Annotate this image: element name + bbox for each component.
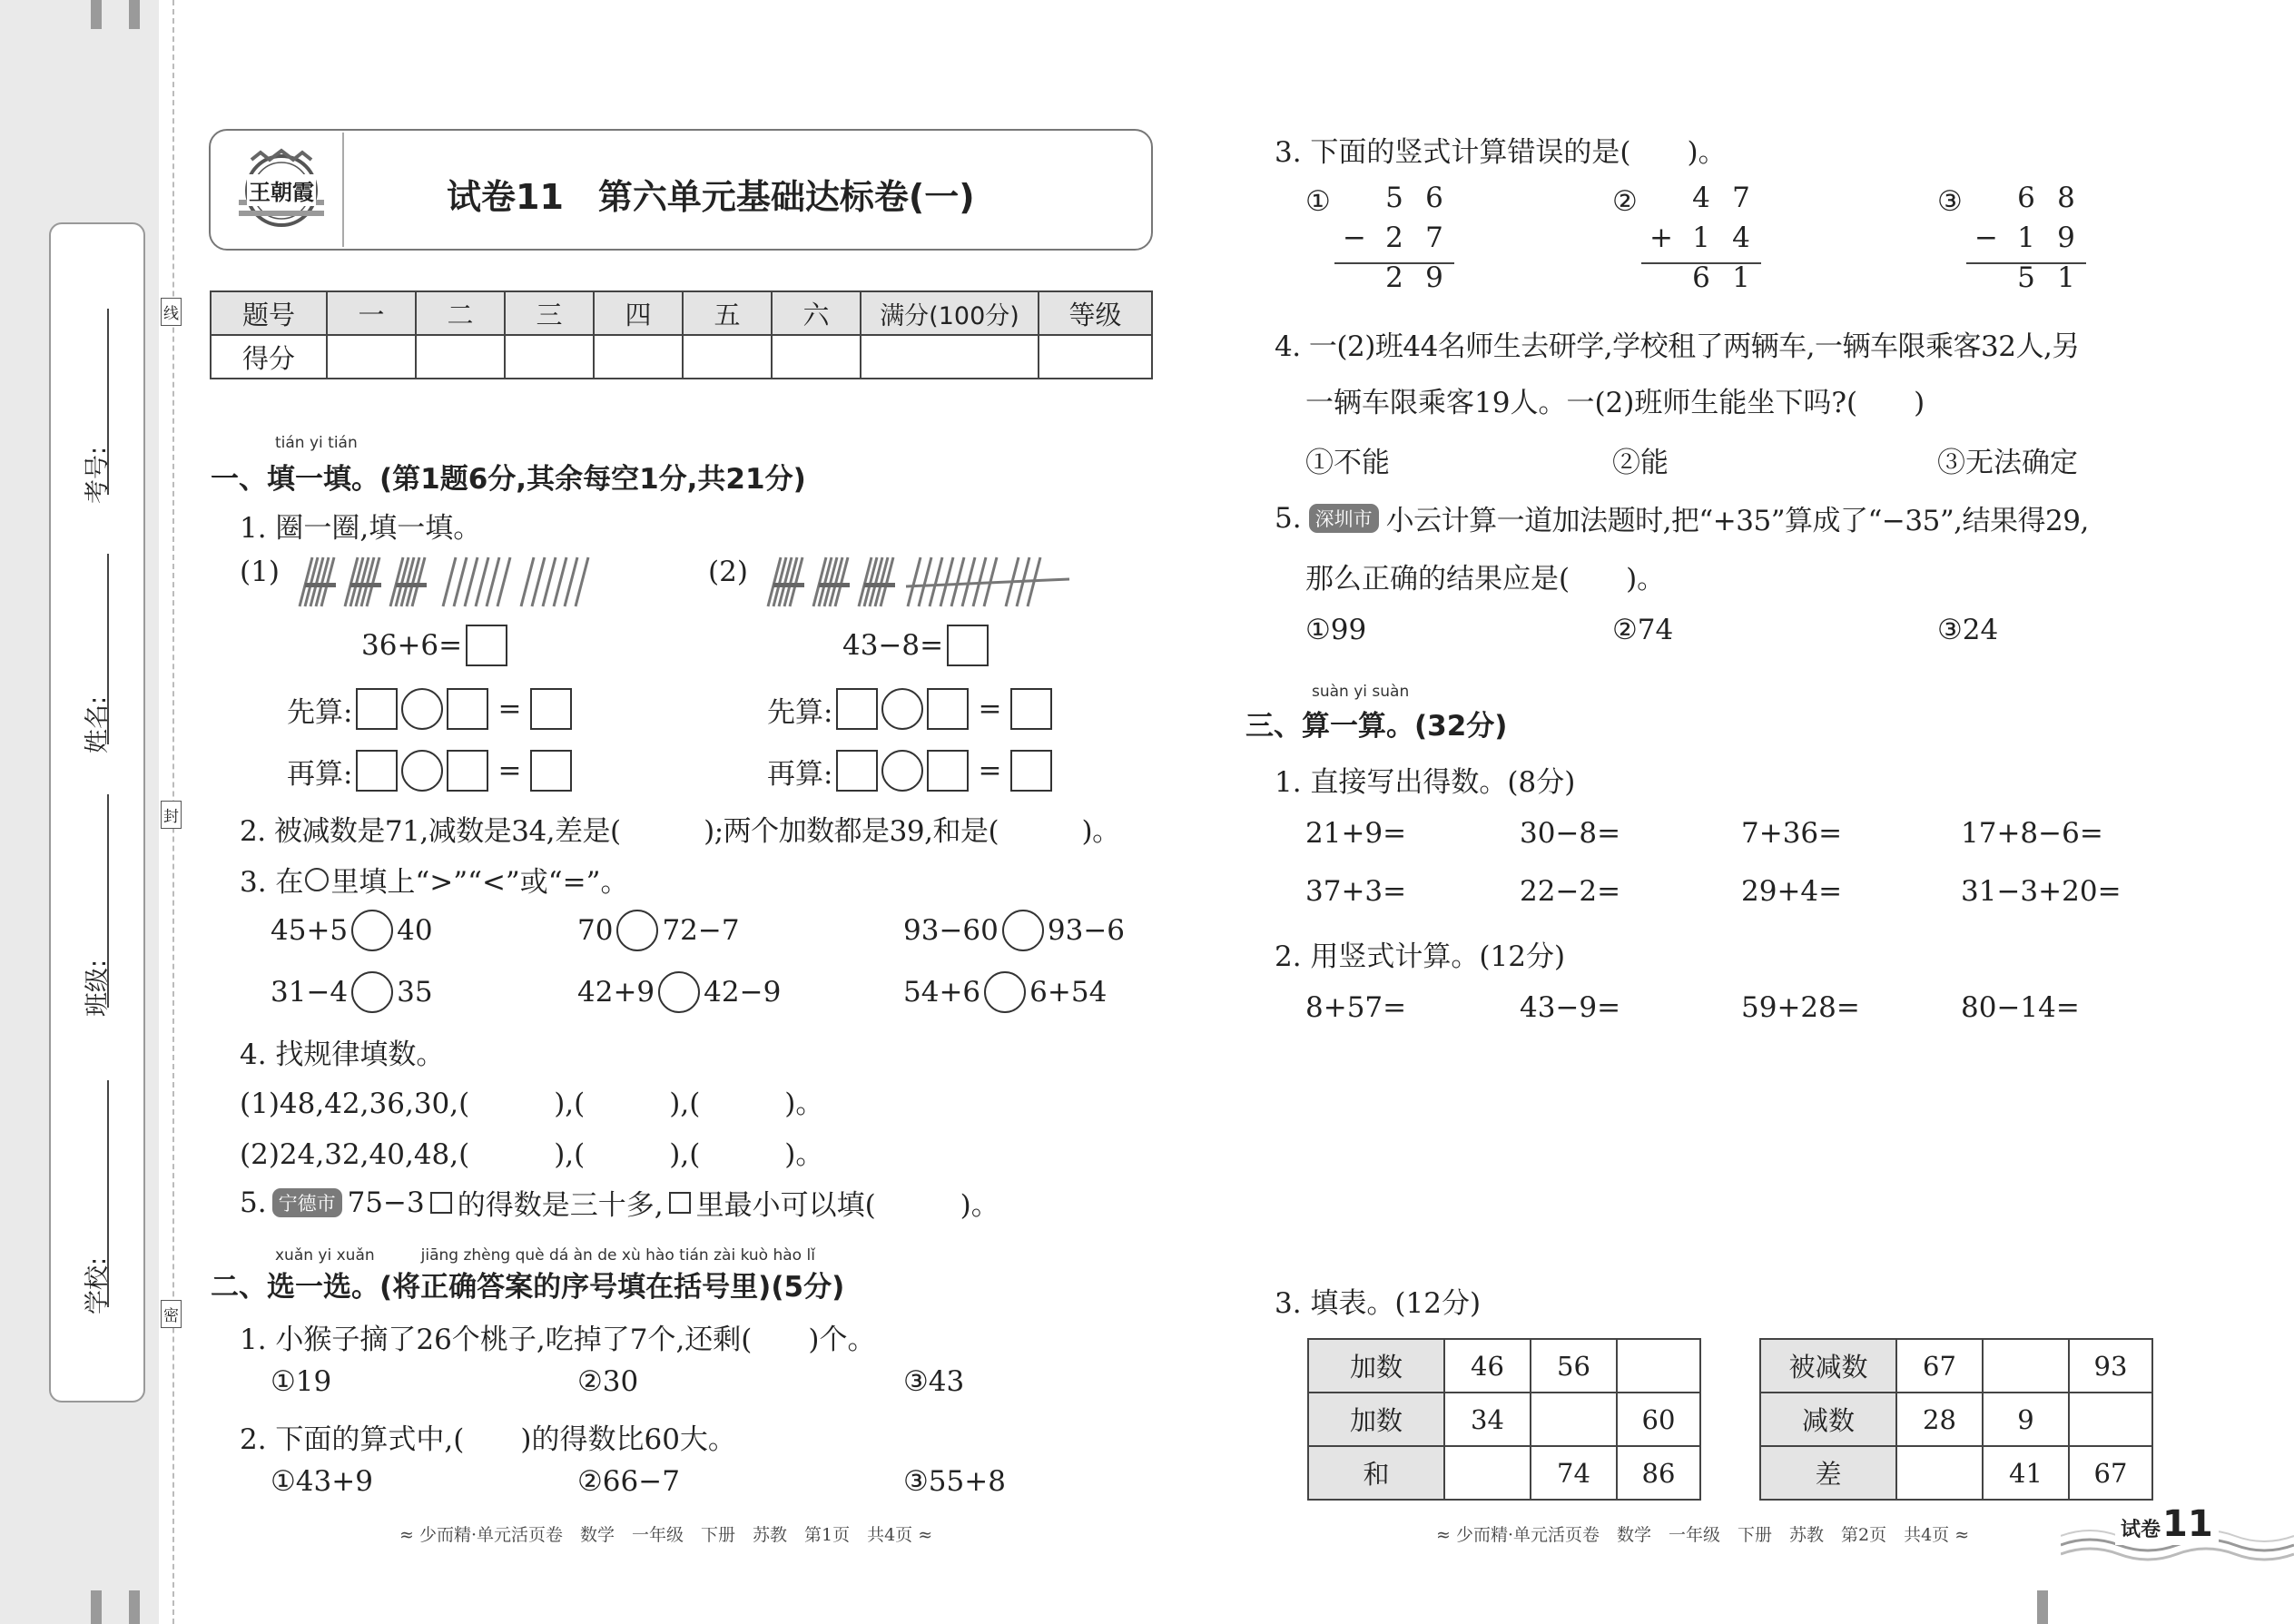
score-cell[interactable] [683, 335, 772, 379]
s2q5-line1 [1275, 497, 2089, 538]
digit: 9 [2057, 221, 2075, 254]
digit: 6 [1425, 182, 1443, 214]
crop-mark [129, 1590, 140, 1624]
s1q1-sub2-expr [842, 625, 989, 666]
then-label: 再算: [767, 757, 833, 791]
score-header: 等级 [1039, 291, 1152, 335]
score-header: 题号 [211, 291, 327, 335]
operator-circle[interactable] [401, 688, 443, 730]
compare-item [577, 971, 781, 1013]
footer-right: ≈ 少而精·单元活页卷 数学 一年级 下册 苏教 第2页 共4页 ≈ [1436, 1525, 1970, 1545]
exam-no-field[interactable] [107, 309, 109, 495]
digit: 1 [2057, 261, 2075, 294]
oral-item[interactable]: 37+3= [1305, 875, 1407, 908]
compare-left: 31−4 [271, 976, 349, 1009]
option[interactable]: ①不能 [1305, 447, 1390, 479]
exam-no-label: 考号: [84, 446, 112, 504]
table-cell[interactable]: 93 [2069, 1339, 2152, 1393]
class-label: 班级: [84, 959, 112, 1017]
fill-table-addition [1307, 1338, 1701, 1501]
digit: 1 [1732, 261, 1750, 294]
digit: 1 [1692, 221, 1710, 254]
then-label: 再算: [287, 757, 353, 791]
s2q5-num: 5. [1275, 501, 1302, 535]
vertical-calc [1641, 182, 1761, 301]
compare-item [271, 971, 433, 1013]
name-field[interactable] [107, 554, 109, 744]
vertical-calc [1966, 182, 2086, 301]
digit: 1 [2017, 221, 2035, 254]
compare-right: 6+54 [1029, 976, 1108, 1009]
banner-divider [342, 133, 344, 247]
page-title: 试卷11 第六单元基础达标卷(一) [447, 177, 975, 217]
answer-box[interactable] [836, 688, 878, 730]
answer-box[interactable] [466, 625, 507, 666]
vertical-item[interactable]: 43−9= [1520, 991, 1621, 1024]
crop-mark [2037, 1590, 2048, 1624]
s1q5-num: 5. [240, 1186, 267, 1219]
binding-mark: 封 [161, 801, 182, 829]
option[interactable]: ②74 [1612, 614, 1674, 646]
name-label: 姓名: [84, 695, 112, 753]
table-cell[interactable]: 74 [1531, 1446, 1617, 1500]
then-step-row-2 [767, 750, 1052, 792]
digit: 7 [1732, 182, 1750, 214]
operator: − [1343, 221, 1366, 254]
vertical-calc-label: ① [1305, 185, 1331, 218]
vertical-item[interactable]: 8+57= [1305, 991, 1407, 1024]
oral-item[interactable]: 7+36= [1741, 817, 1843, 850]
option[interactable]: ③24 [1937, 614, 1999, 646]
oral-item[interactable]: 30−8= [1520, 817, 1621, 850]
table-cell[interactable]: 67 [2069, 1446, 2152, 1500]
compare-item [903, 910, 1125, 951]
score-header: 四 [594, 291, 683, 335]
section3-title: 三、算一算。(32分) [1245, 710, 1508, 743]
oral-item[interactable]: 21+9= [1305, 817, 1407, 850]
table-cell[interactable] [1531, 1393, 1617, 1446]
vertical-calc-rule [1334, 262, 1454, 264]
page-badge-label: 试卷 [2121, 1519, 2161, 1541]
crop-mark [91, 0, 102, 29]
oral-item[interactable]: 17+8−6= [1961, 817, 2103, 850]
s1q1-sub1-expr [361, 625, 507, 666]
vertical-item[interactable]: 59+28= [1741, 991, 1860, 1024]
answer-box[interactable] [530, 750, 572, 792]
compare-circle[interactable] [616, 910, 658, 951]
table-cell[interactable]: 60 [1617, 1393, 1700, 1446]
table-head: 加数 [1308, 1393, 1444, 1446]
s1q3-post: 里填上“>”“<”或“=”。 [330, 866, 629, 899]
table-head: 和 [1308, 1446, 1444, 1500]
score-header: 三 [505, 291, 594, 335]
s1q5-part3: 里最小可以填( )。 [695, 1189, 999, 1222]
first-step-row-1 [287, 688, 572, 730]
s1q1-sub2-label: (2) [708, 556, 748, 588]
equals-sign: = [978, 693, 1002, 725]
score-header: 满分(100分) [861, 291, 1039, 335]
operator-circle[interactable] [401, 750, 443, 792]
table-cell[interactable] [1896, 1446, 1983, 1500]
option[interactable]: ②能 [1612, 447, 1669, 479]
box-glyph [430, 1192, 452, 1214]
crop-mark [91, 1590, 102, 1624]
s1q1-text: 1. 圈一圈,填一填。 [240, 512, 482, 545]
answer-box[interactable] [356, 688, 398, 730]
digit: 6 [1692, 261, 1710, 294]
answer-box[interactable] [1010, 750, 1052, 792]
s1q4-line1: (1)48,42,36,30,( ),( ),( )。 [240, 1088, 824, 1120]
then-step-row-1 [287, 750, 572, 792]
s1q4-line2: (2)24,32,40,48,( ),( ),( )。 [240, 1138, 824, 1171]
region-tag: 宁德市 [272, 1188, 342, 1217]
answer-box[interactable] [447, 750, 488, 792]
section1-pinyin: tián yi tián [275, 434, 358, 452]
s1q5-part1: 75−3 [347, 1186, 425, 1219]
oral-item[interactable]: 22−2= [1520, 875, 1621, 908]
digit: 2 [1385, 261, 1403, 294]
compare-item [903, 971, 1107, 1013]
region-tag: 深圳市 [1309, 504, 1379, 533]
option[interactable]: ③55+8 [903, 1465, 1006, 1498]
logo-text: 王朝霞 [247, 174, 316, 206]
table-cell[interactable] [1617, 1339, 1700, 1393]
section3-pinyin: suàn yi suàn [1312, 683, 1410, 701]
table-cell[interactable]: 9 [1983, 1393, 2069, 1446]
score-cell[interactable] [327, 335, 416, 379]
score-cell[interactable] [772, 335, 861, 379]
score-header: 六 [772, 291, 861, 335]
compare-right: 40 [397, 914, 433, 947]
equals-sign: = [978, 754, 1002, 787]
option[interactable]: ②30 [577, 1365, 639, 1398]
first-label: 先算: [287, 695, 353, 729]
compare-right: 72−7 [662, 914, 740, 947]
digit: 7 [1425, 221, 1443, 254]
compare-item [577, 910, 740, 951]
table-cell[interactable]: 56 [1531, 1339, 1617, 1393]
digit: 8 [2057, 182, 2075, 214]
stick-bundles-1 [292, 554, 619, 617]
s2q4-line2: 一辆车限乘客19人。一(2)班师生能坐下吗?( ) [1305, 387, 1925, 419]
option[interactable]: ①99 [1305, 614, 1367, 646]
s2q5-text1: 小云计算一道加法题时,把“+35”算成了“−35”,结果得29, [1385, 505, 2089, 537]
table-head: 被减数 [1760, 1339, 1896, 1393]
score-cell[interactable] [594, 335, 683, 379]
table-cell[interactable] [1444, 1446, 1531, 1500]
score-table [210, 290, 1153, 379]
digit: 4 [1732, 221, 1750, 254]
section2-pinyin: xuǎn yi xuǎn jiāng zhèng què dá àn de xù hào tián zài kuò hào lǐ [275, 1246, 815, 1265]
oral-item[interactable]: 29+4= [1741, 875, 1843, 908]
s1q5-text [240, 1182, 999, 1223]
compare-right: 42−9 [704, 976, 782, 1009]
s2q2-text: 2. 下面的算式中,( )的得数比60大。 [240, 1423, 736, 1456]
table-cell[interactable]: 86 [1617, 1446, 1700, 1500]
section1-title: 一、填一填。(第1题6分,其余每空1分,共21分) [211, 463, 806, 496]
option[interactable]: ②66−7 [577, 1465, 680, 1498]
s3q3-text: 3. 填表。(12分) [1275, 1287, 1482, 1320]
compare-right: 35 [397, 976, 433, 1009]
vertical-calc-rule [1641, 262, 1761, 264]
fill-table-subtraction [1759, 1338, 2153, 1501]
table-cell[interactable]: 67 [1896, 1339, 1983, 1393]
page-badge-number: 11 [2162, 1503, 2213, 1545]
table-cell[interactable]: 46 [1444, 1339, 1531, 1393]
compare-circle[interactable] [1002, 910, 1044, 951]
table-cell[interactable]: 41 [1983, 1446, 2069, 1500]
table-head: 减数 [1760, 1393, 1896, 1446]
s3q2-text: 2. 用竖式计算。(12分) [1275, 940, 1566, 973]
score-header: 一 [327, 291, 416, 335]
answer-box[interactable] [927, 688, 969, 730]
option[interactable]: ③43 [903, 1365, 965, 1398]
first-step-row-2 [767, 688, 1052, 730]
expr-text: 36+6= [361, 629, 463, 662]
box-glyph [669, 1192, 691, 1214]
compare-right: 93−6 [1047, 914, 1126, 947]
table-cell[interactable]: 34 [1444, 1393, 1531, 1446]
footer-left: ≈ 少而精·单元活页卷 数学 一年级 下册 苏教 第1页 共4页 ≈ [399, 1525, 933, 1545]
compare-left: 42+9 [577, 976, 655, 1009]
class-field[interactable] [107, 794, 109, 1008]
binding-mark: 线 [161, 298, 182, 326]
school-label: 学校: [84, 1256, 112, 1314]
compare-circle[interactable] [351, 910, 393, 951]
compare-item [271, 910, 433, 951]
crop-mark [129, 0, 140, 29]
vertical-calc-label: ③ [1937, 185, 1963, 218]
option[interactable]: ①19 [271, 1365, 332, 1398]
vertical-item[interactable]: 80−14= [1961, 991, 2080, 1024]
vertical-calc-label: ② [1612, 185, 1638, 218]
score-cell[interactable] [416, 335, 505, 379]
score-cell[interactable] [861, 335, 1039, 379]
table-cell[interactable] [2069, 1393, 2152, 1446]
vertical-calc-rule [1966, 262, 2086, 264]
s3q1-text: 1. 直接写出得数。(8分) [1275, 766, 1576, 799]
option[interactable]: ①43+9 [271, 1465, 373, 1498]
operator-circle[interactable] [881, 688, 923, 730]
compare-left: 70 [577, 914, 614, 947]
table-cell[interactable]: 28 [1896, 1393, 1983, 1446]
operator-circle[interactable] [881, 750, 923, 792]
option[interactable]: ③无法确定 [1937, 447, 2078, 479]
s1q5-part2: 的得数是三十多, [457, 1189, 664, 1222]
digit: 9 [1425, 261, 1443, 294]
answer-box[interactable] [947, 625, 989, 666]
score-cell[interactable] [505, 335, 594, 379]
score-header: 二 [416, 291, 505, 335]
equals-sign: = [497, 693, 522, 725]
compare-left: 45+5 [271, 914, 349, 947]
page-badge [2115, 1503, 2219, 1545]
school-field[interactable] [107, 1080, 109, 1307]
s2q1-text: 1. 小猴子摘了26个桃子,吃掉了7个,还剩( )个。 [240, 1324, 876, 1356]
s1q2-text: 2. 被减数是71,减数是34,差是( );两个加数都是39,和是( )。 [240, 815, 1120, 848]
table-head: 加数 [1308, 1339, 1444, 1393]
binding-mark: 密 [161, 1300, 182, 1328]
s2q4-line1: 4. 一(2)班44名师生去研学,学校租了两辆车,一辆车限乘客32人,另 [1275, 330, 2080, 363]
compare-left: 93−60 [903, 914, 999, 947]
operator: − [1974, 221, 1998, 254]
digit: 5 [2017, 261, 2035, 294]
answer-box[interactable] [356, 750, 398, 792]
answer-box[interactable] [530, 688, 572, 730]
operator: + [1649, 221, 1673, 254]
expr-text: 43−8= [842, 629, 944, 662]
s1q3-pre: 3. 在 [240, 866, 304, 899]
compare-circle[interactable] [351, 971, 393, 1013]
digit: 2 [1385, 221, 1403, 254]
answer-box[interactable] [927, 750, 969, 792]
s2q3-text: 3. 下面的竖式计算错误的是( )。 [1275, 136, 1727, 169]
score-header: 五 [683, 291, 772, 335]
vertical-calc [1334, 182, 1454, 301]
stick-bundles-2 [761, 554, 1088, 617]
equals-sign: = [497, 754, 522, 787]
table-cell[interactable] [1983, 1339, 2069, 1393]
answer-box[interactable] [1010, 688, 1052, 730]
compare-left: 54+6 [903, 976, 981, 1009]
digit: 6 [2017, 182, 2035, 214]
compare-circle[interactable] [658, 971, 700, 1013]
s1q1-sub1-label: (1) [240, 556, 280, 588]
s1q3-text [240, 859, 628, 900]
answer-box[interactable] [447, 688, 488, 730]
table-head: 差 [1760, 1446, 1896, 1500]
score-cell[interactable] [1039, 335, 1152, 379]
score-row-label: 得分 [211, 335, 327, 379]
student-info-panel [49, 222, 145, 1403]
digit: 4 [1692, 182, 1710, 214]
s1q4-text: 4. 找规律填数。 [240, 1038, 445, 1071]
circle-glyph [305, 868, 329, 891]
s2q5-line2: 那么正确的结果应是( )。 [1305, 563, 1666, 595]
compare-circle[interactable] [984, 971, 1026, 1013]
digit: 5 [1385, 182, 1403, 214]
section2-title: 二、选一选。(将正确答案的序号填在括号里)(5分) [211, 1271, 845, 1304]
first-label: 先算: [767, 695, 833, 729]
oral-item[interactable]: 31−3+20= [1961, 875, 2122, 908]
answer-box[interactable] [836, 750, 878, 792]
